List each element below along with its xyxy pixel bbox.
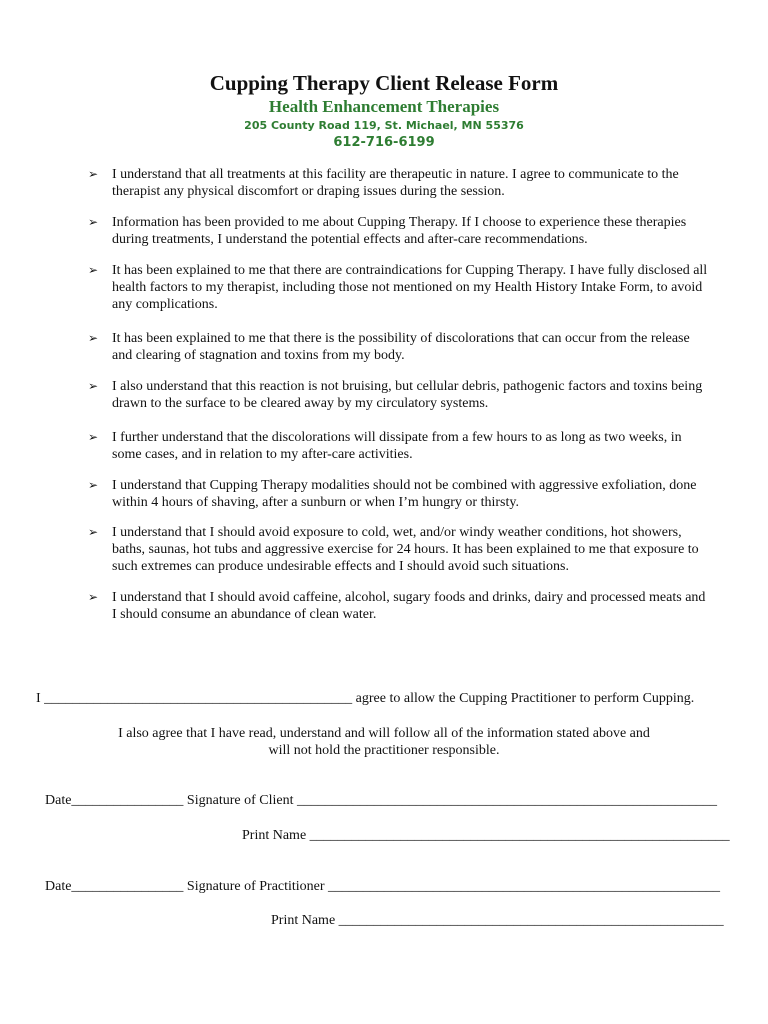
statement-text: I understand that Cupping Therapy modalities should not be combined with aggressive exfoliation, done within 4 hours of shaving, after a sunburn or when I’m hungry or thirsty. <box>112 478 697 511</box>
arrow-bullet-icon: ➢ <box>88 215 99 229</box>
arrow-bullet-icon: ➢ <box>88 430 99 444</box>
practitioner-print-name-field[interactable]: Print Name _______________________________________________________ <box>271 913 724 928</box>
organization-phone: 612-716-6199 <box>333 135 435 150</box>
arrow-bullet-icon: ➢ <box>88 478 99 492</box>
organization-address: 205 County Road 119, St. Michael, MN 55376 <box>244 119 524 132</box>
client-date-signature-field[interactable]: Date________________ Signature of Client ____________________________________________________________ <box>45 793 717 808</box>
statement-text: It has been explained to me that there are contraindications for Cupping Therapy. I have fully disclosed all health factors to my therapist, including those not mentioned on my Health History Intake Form, to avoid any complications. <box>112 263 708 313</box>
statement-text: I understand that all treatments at this facility are therapeutic in nature. I agree to communicate to the therapist any physical discomfort or draping issues during the session. <box>112 167 679 200</box>
statement-text: I understand that I should avoid caffeine, alcohol, sugary foods and drinks, dairy and processed meats and I should consume an abundance of clean water. <box>112 590 706 623</box>
organization-name: Health Enhancement Therapies <box>268 97 500 116</box>
statement-text: I also understand that this reaction is not bruising, but cellular debris, pathogenic factors and toxins being drawn to the surface to be cleared away by my circulatory systems. <box>112 379 703 412</box>
form-title: Cupping Therapy Client Release Form <box>209 71 559 95</box>
arrow-bullet-icon: ➢ <box>88 590 99 604</box>
arrow-bullet-icon: ➢ <box>88 167 99 181</box>
statement-text: It has been explained to me that there is the possibility of discolorations that can occur from the release and clearing of stagnation and toxins from my body. <box>112 331 690 364</box>
client-print-name-field[interactable]: Print Name ____________________________________________________________ <box>242 828 730 843</box>
arrow-bullet-icon: ➢ <box>88 379 99 393</box>
arrow-bullet-icon: ➢ <box>88 263 99 277</box>
agreement-statement-line-1: I also agree that I have read, understand and will follow all of the information stated above and <box>118 726 650 741</box>
arrow-bullet-icon: ➢ <box>88 331 99 345</box>
statement-text: Information has been provided to me about Cupping Therapy. If I choose to experience these therapies during treatments, I understand the potential effects and after-care recommendations. <box>112 215 687 248</box>
statement-text: I understand that I should avoid exposure to cold, wet, and/or windy weather conditions, hot showers, baths, saunas, hot tubs and aggressive exercise for 24 hours. It has been explained to me that exposure to such extremes can produce undesirable effects and I should avoid such situations. <box>112 525 699 575</box>
client-agreement-line[interactable]: I ____________________________________________ agree to allow the Cupping Practitioner to perform Cupping. <box>36 691 695 706</box>
arrow-bullet-icon: ➢ <box>88 525 99 539</box>
agreement-statement-line-2: will not hold the practitioner responsible. <box>268 743 500 758</box>
agreement-statement <box>0 725 768 759</box>
practitioner-date-signature-field[interactable]: Date________________ Signature of Practitioner ________________________________________________________ <box>45 879 721 894</box>
statement-text: I further understand that the discolorations will dissipate from a few hours to as long as two weeks, in some cases, and in relation to my after-care activities. <box>112 430 682 463</box>
